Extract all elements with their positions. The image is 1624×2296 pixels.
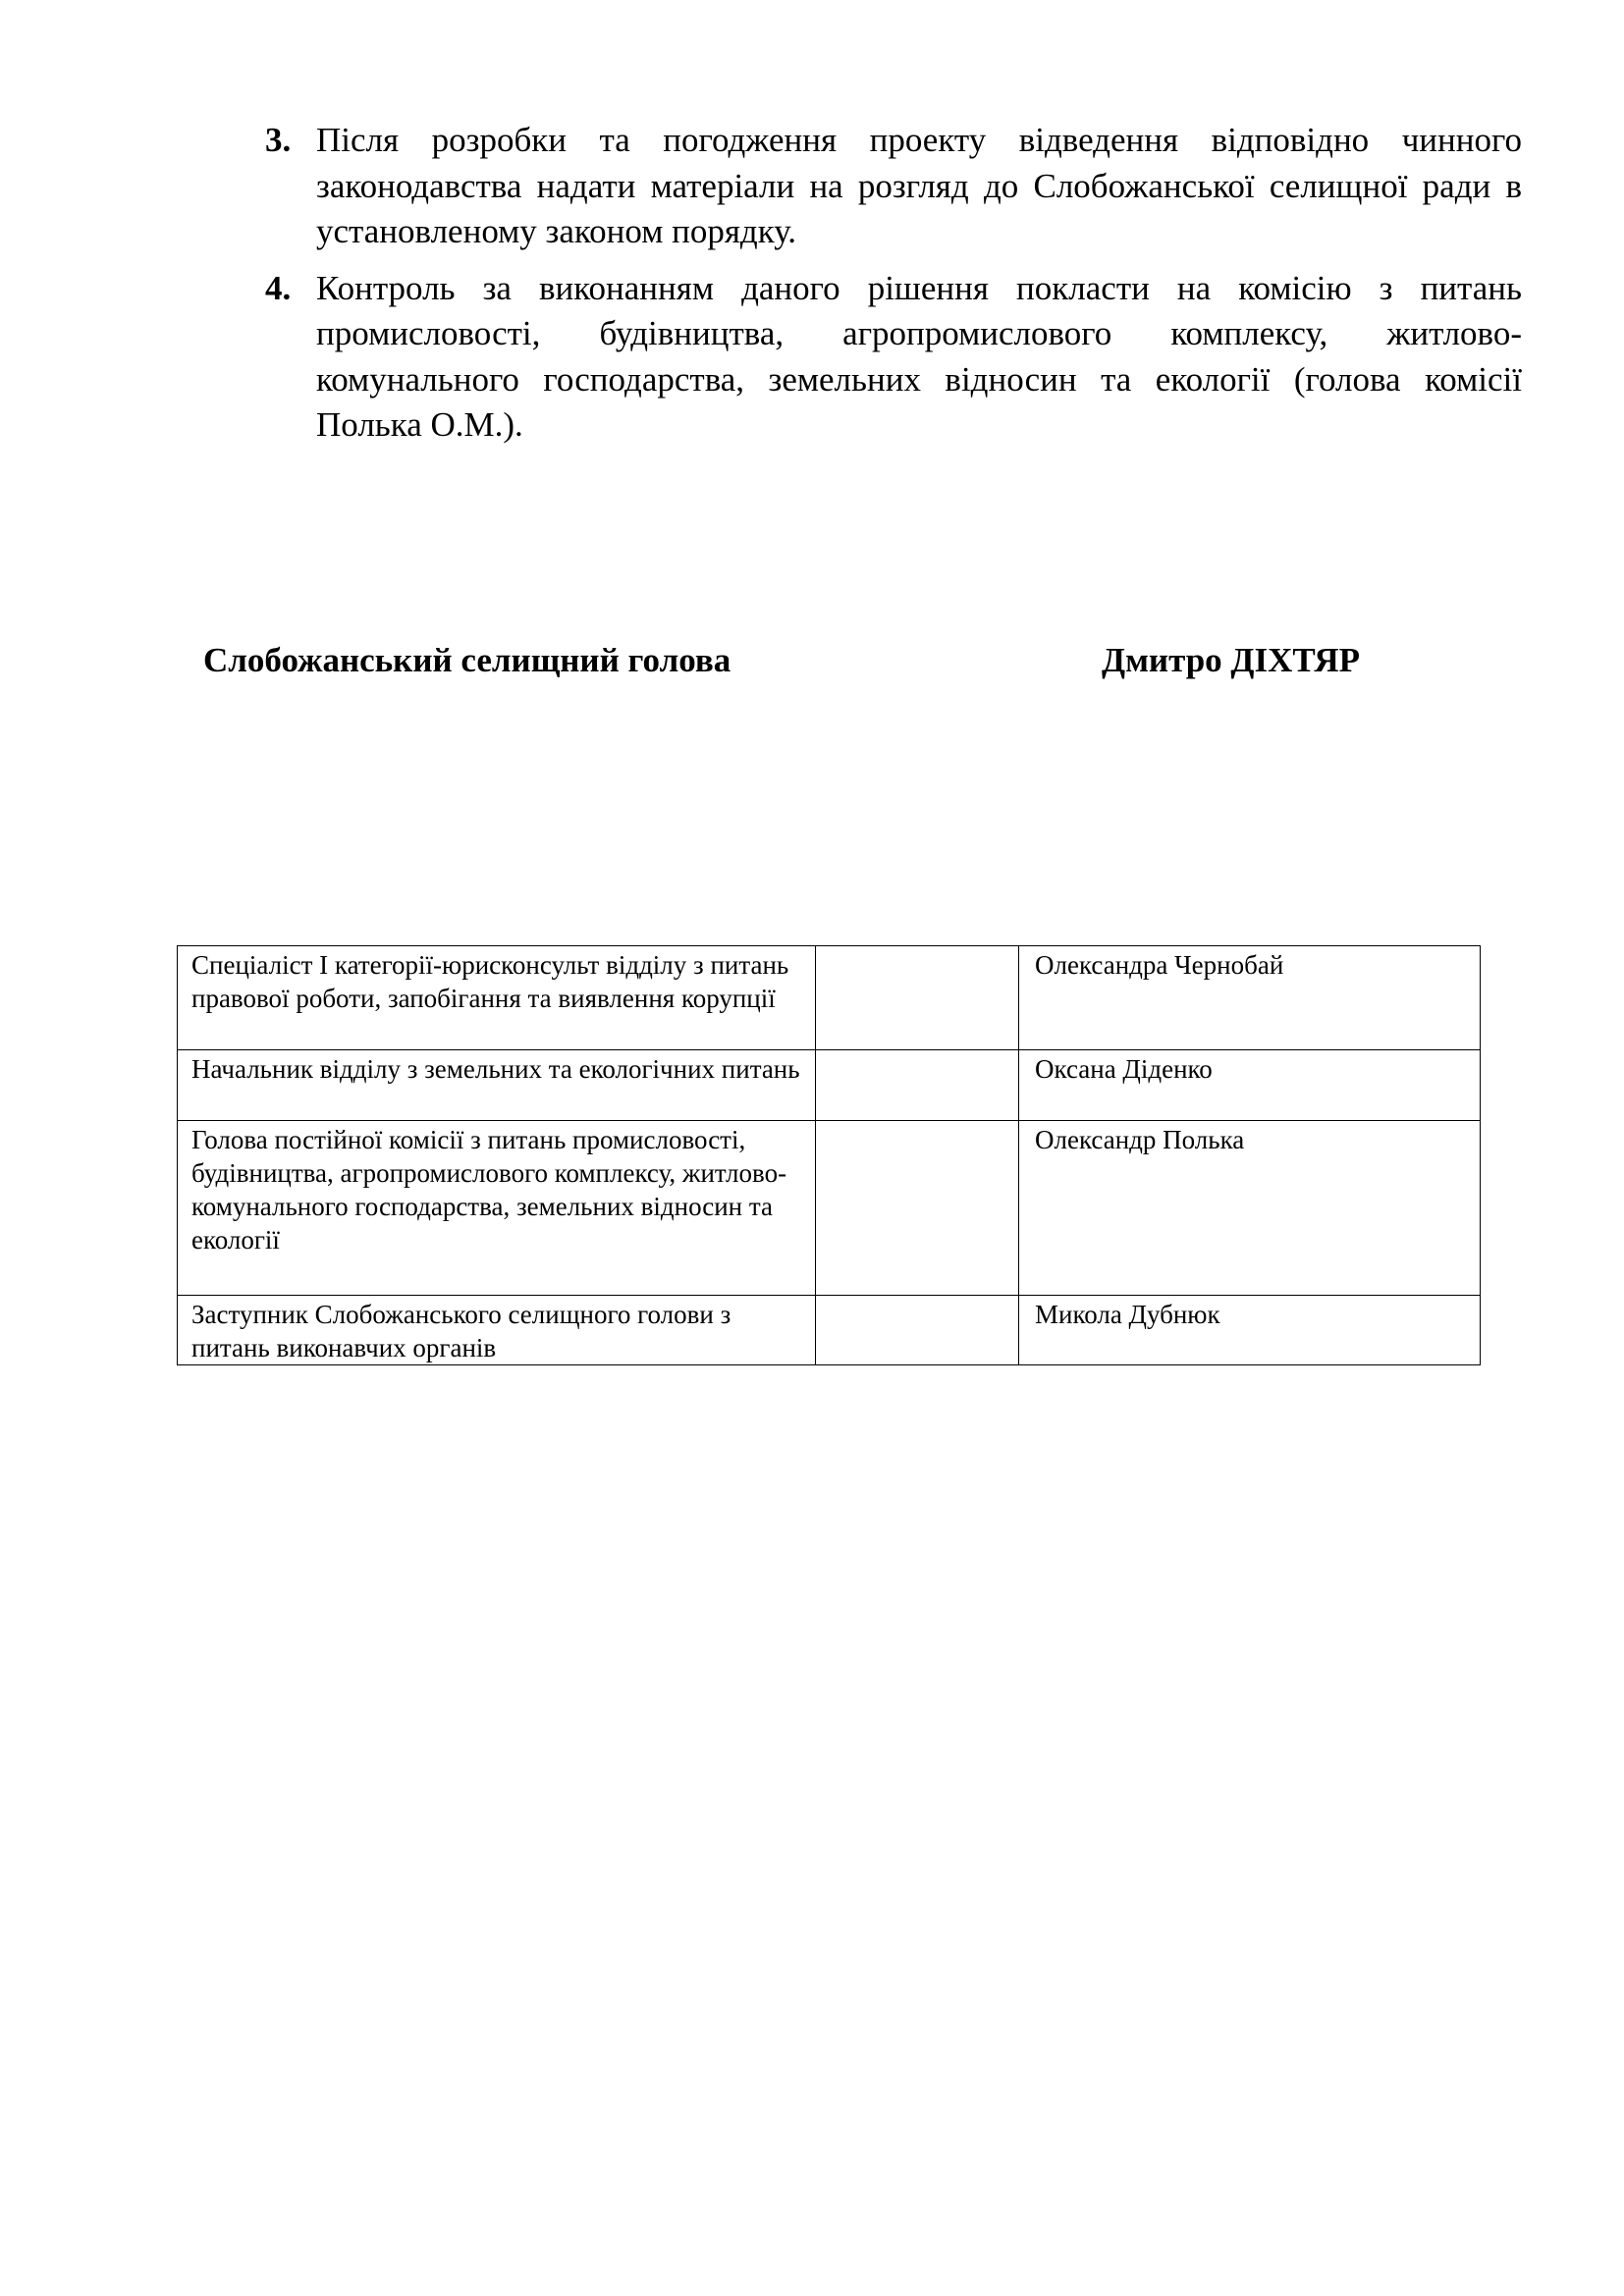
position-cell: Спеціаліст І категорії-юрисконсульт відділу з питань правової роботи, запобігання та виявлення корупції xyxy=(178,946,816,1050)
signature-title: Слобожанський селищний голова xyxy=(203,641,731,679)
table-row xyxy=(178,1121,1481,1296)
decision-items-list xyxy=(265,118,1522,459)
position-cell: Заступник Слобожанського селищного голови з питань виконавчих органів xyxy=(178,1296,816,1365)
name-cell: Оксана Діденко xyxy=(1019,1050,1481,1121)
signature-cell xyxy=(816,1296,1019,1365)
signature-cell xyxy=(816,946,1019,1050)
table-row xyxy=(178,1050,1481,1121)
name-cell: Олександр Полька xyxy=(1019,1121,1481,1296)
item-number: 4. xyxy=(265,268,292,307)
decision-item-4 xyxy=(265,266,1522,449)
signature-cell xyxy=(816,1050,1019,1121)
decision-item-3 xyxy=(265,118,1522,255)
item-text: Контроль за виконанням даного рішення покласти на комісію з питань промисловості, будівництва, агропромислового комплексу, житлово-комунального господарства, земельних відносин та екології (голова комісії Полька О.М.). xyxy=(316,268,1522,444)
table-row xyxy=(178,946,1481,1050)
name-cell: Олександра Чернобай xyxy=(1019,946,1481,1050)
table-row xyxy=(178,1296,1481,1365)
name-cell: Микола Дубнюк xyxy=(1019,1296,1481,1365)
position-cell: Начальник відділу з земельних та екологічних питань xyxy=(178,1050,816,1121)
item-text: Після розробки та погодження проекту відведення відповідно чинного законодавства надати матеріали на розгляд до Слобожанської селищної ради в установленому законом порядку. xyxy=(316,121,1522,250)
approval-table xyxy=(177,945,1481,1365)
item-number: 3. xyxy=(265,121,292,159)
position-cell: Голова постійної комісії з питань промисловості, будівництва, агропромислового комплексу, житлово-комунального господарства, земельних відносин та екології xyxy=(178,1121,816,1296)
signature-cell xyxy=(816,1121,1019,1296)
signature-name: Дмитро ДІХТЯР xyxy=(1102,641,1361,679)
